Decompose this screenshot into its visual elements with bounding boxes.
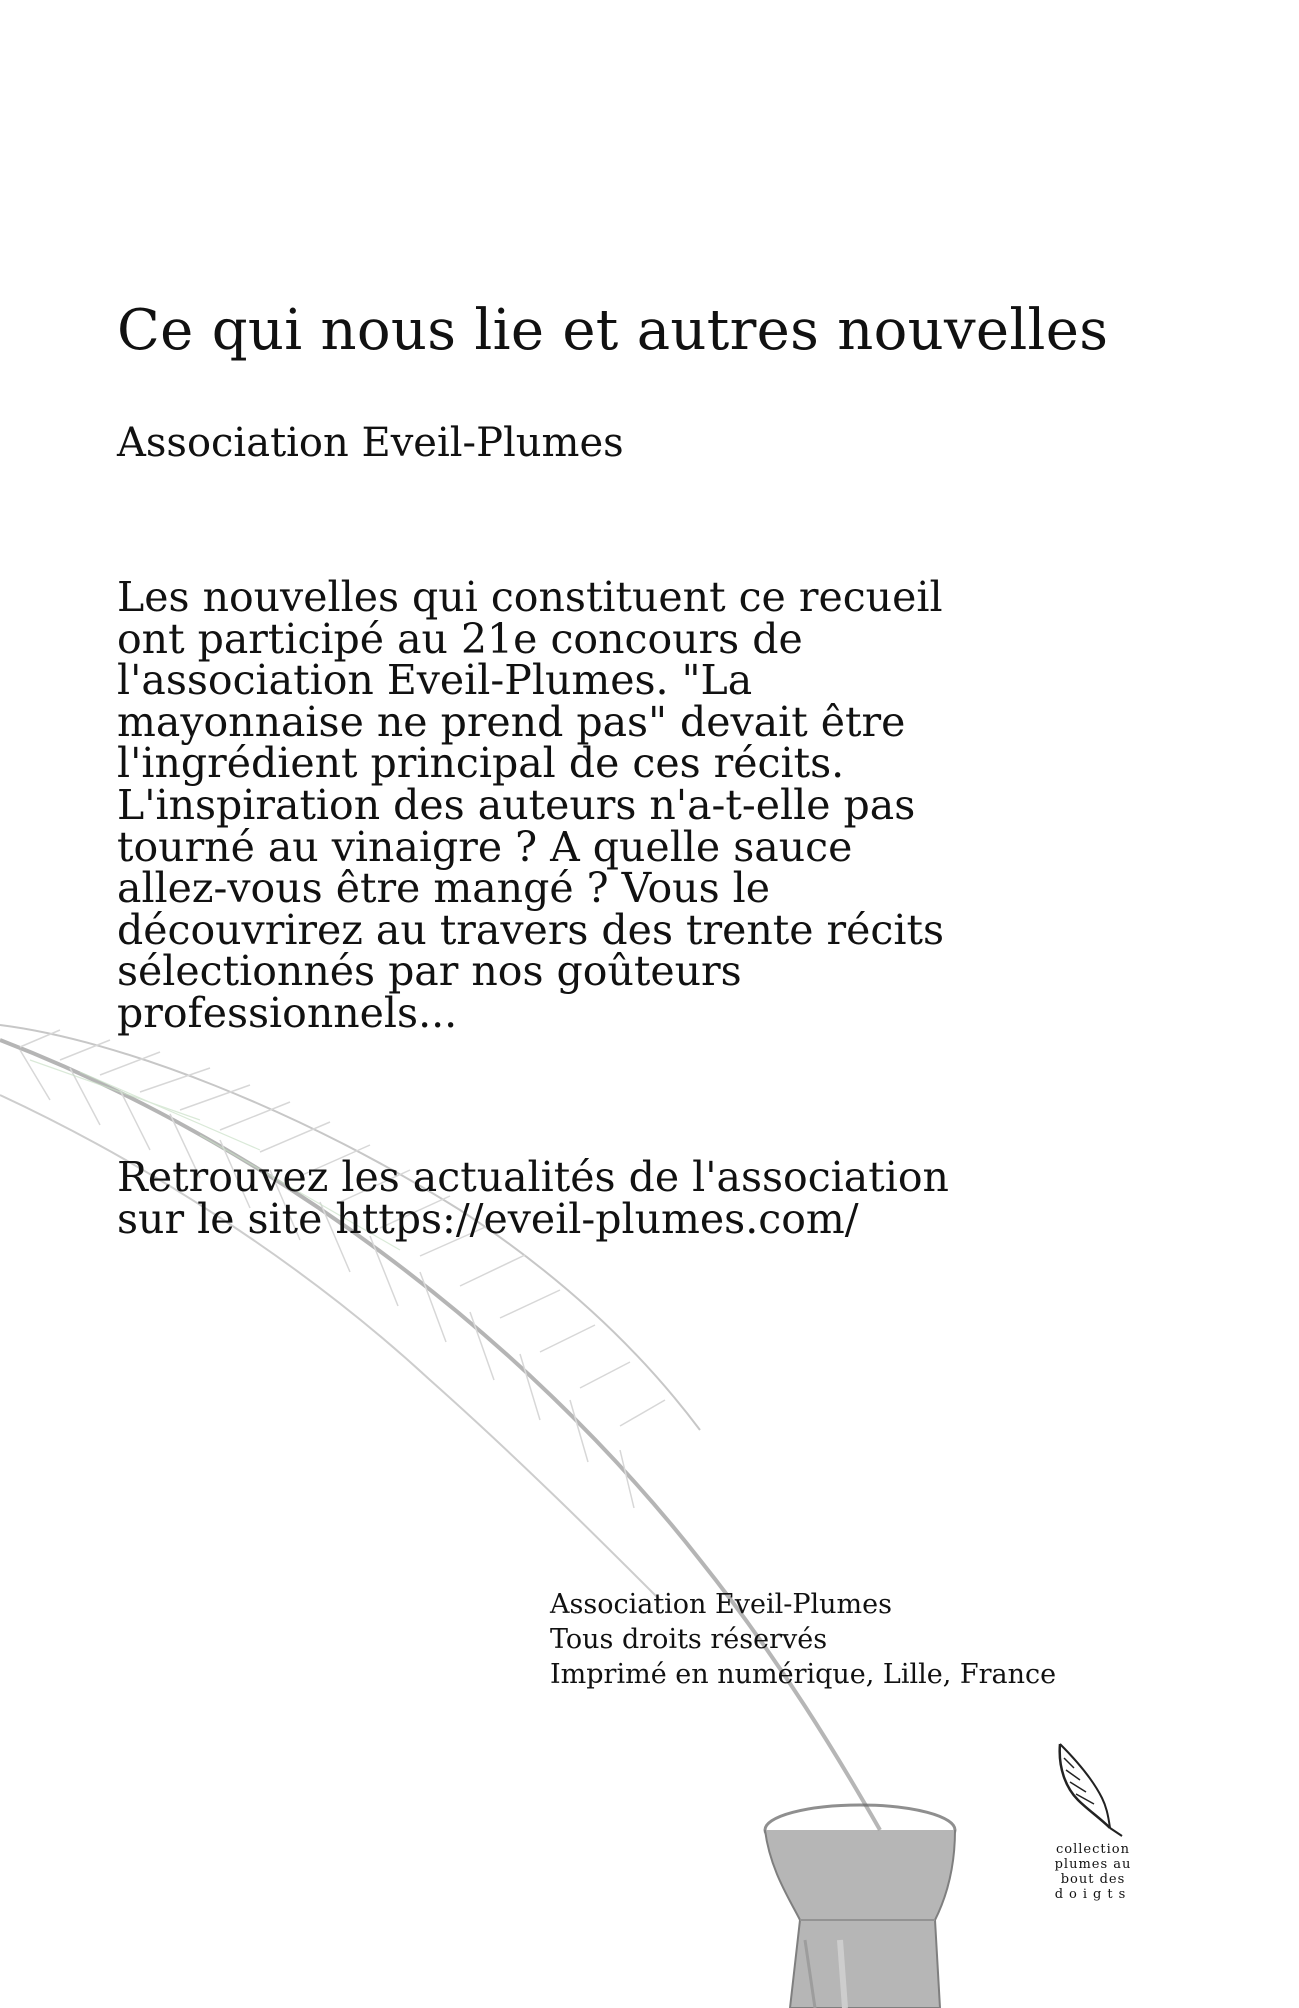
website-line: sur le site https://eveil-plumes.com/ — [117, 1194, 859, 1243]
blurb-line: découvrirez au travers des trente récits — [117, 905, 944, 954]
blurb-line: professionnels... — [117, 988, 458, 1037]
blurb-line: sélectionnés par nos goûteurs — [117, 947, 742, 996]
collection-name-line: doigts — [1054, 1887, 1132, 1902]
website-notice — [117, 1153, 977, 1243]
blurb-line: mayonnaise ne prend pas" devait être — [117, 697, 906, 746]
collection-name-line: bout des — [1060, 1872, 1126, 1887]
blurb-line: tourné au vinaigre ? A quelle sauce — [117, 822, 853, 871]
colophon-printing: Imprimé en numérique, Lille, France — [550, 1659, 1057, 1690]
blurb-line: allez-vous être mangé ? Vous le — [117, 864, 771, 913]
book-blurb — [117, 573, 977, 1037]
blurb-line: ont participé au 21e concours de — [117, 614, 803, 663]
collection-logo — [1048, 1738, 1138, 1902]
blurb-line: l'ingrédient principal de ces récits. — [117, 739, 845, 788]
website-line: Retrouvez les actualités de l'association — [117, 1153, 949, 1201]
book-author: Association Eveil-Plumes — [117, 420, 624, 466]
blurb-line: l'association Eveil-Plumes. "La — [117, 656, 753, 705]
colophon-publisher: Association Eveil-Plumes — [550, 1589, 892, 1620]
collection-name-line: plumes au — [1054, 1857, 1132, 1872]
colophon — [550, 1587, 1056, 1692]
book-title: Ce qui nous lie et autres nouvelles — [117, 298, 1109, 363]
collection-name-line: collection — [1056, 1842, 1130, 1857]
feather-icon — [1048, 1738, 1138, 1838]
colophon-rights: Tous droits réservés — [550, 1624, 828, 1655]
blurb-line: L'inspiration des auteurs n'a-t-elle pas — [117, 780, 916, 829]
blurb-line: Les nouvelles qui constituent ce recueil — [117, 573, 943, 621]
feather-icon — [0, 1025, 880, 1830]
inkwell-icon — [765, 1805, 955, 2008]
